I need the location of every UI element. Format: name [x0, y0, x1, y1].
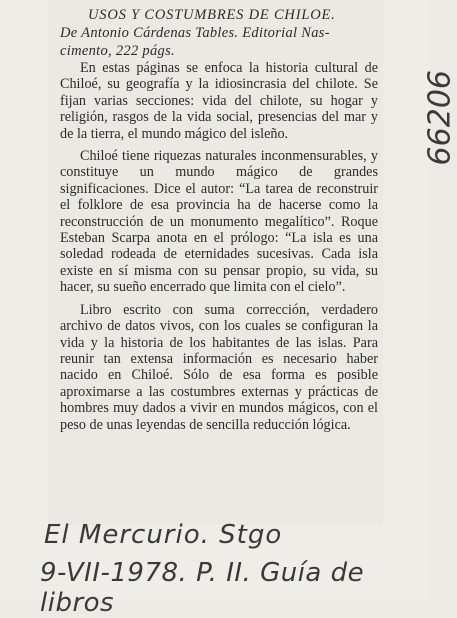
handwritten-source: El Mercurio. Stgo	[44, 520, 283, 550]
article-header	[60, 6, 390, 60]
handwritten-date: 9-VII-1978. P. II. Guía de libros	[40, 558, 365, 618]
paragraph-2: Chiloé tiene riquezas naturales inconmensurables, y constituye un mundo mágico de grandes significaciones. Dice el autor: “La tarea de reconstruir el folklore de esa provincia ha de hacerse como la reconstrucción de un monumento megalítico”. Roque Esteban Scarpa anota en el prólogo: “La isla es una soledad rodeada de eternidades sucesivas. Cada isla existe en sí misma con su pensar propio, su vida, su hacer, su sueño encerrado que limita con el cielo”.	[60, 148, 378, 296]
article-title: USOS Y COSTUMBRES DE CHILOE.	[88, 7, 336, 23]
paragraph-1: En estas páginas se enfoca la historia cultural de Chiloé, su geografía y la idiosincrasia del chilote. Se fijan varias secciones: vida del chilote, su hogar y religión, rasgos de la vida social, presencias del mar y de la tierra, el mundo mágico del isleño.	[60, 60, 378, 142]
article-body	[60, 60, 378, 439]
paragraph-3: Libro escrito con suma corrección, verdadero archivo de datos vivos, con los cuales se configuran la vida y la historia de los habitantes de las islas. Para reunir tan extensa información es necesario haber nacido en Chiloé. Sólo de esa forma es posible aproximarse a las costumbres externas y prácticas de hombres muy dados a vivir en mundos mágicos, con el peso de unas leyendas de sencilla reducción lógica.	[60, 301, 378, 433]
article-byline-continued: cimento, 222 págs.	[60, 43, 175, 59]
article-byline: De Antonio Cárdenas Tables. Editorial Nas-	[60, 25, 330, 41]
handwritten-catalog-number: 66206	[422, 70, 457, 166]
